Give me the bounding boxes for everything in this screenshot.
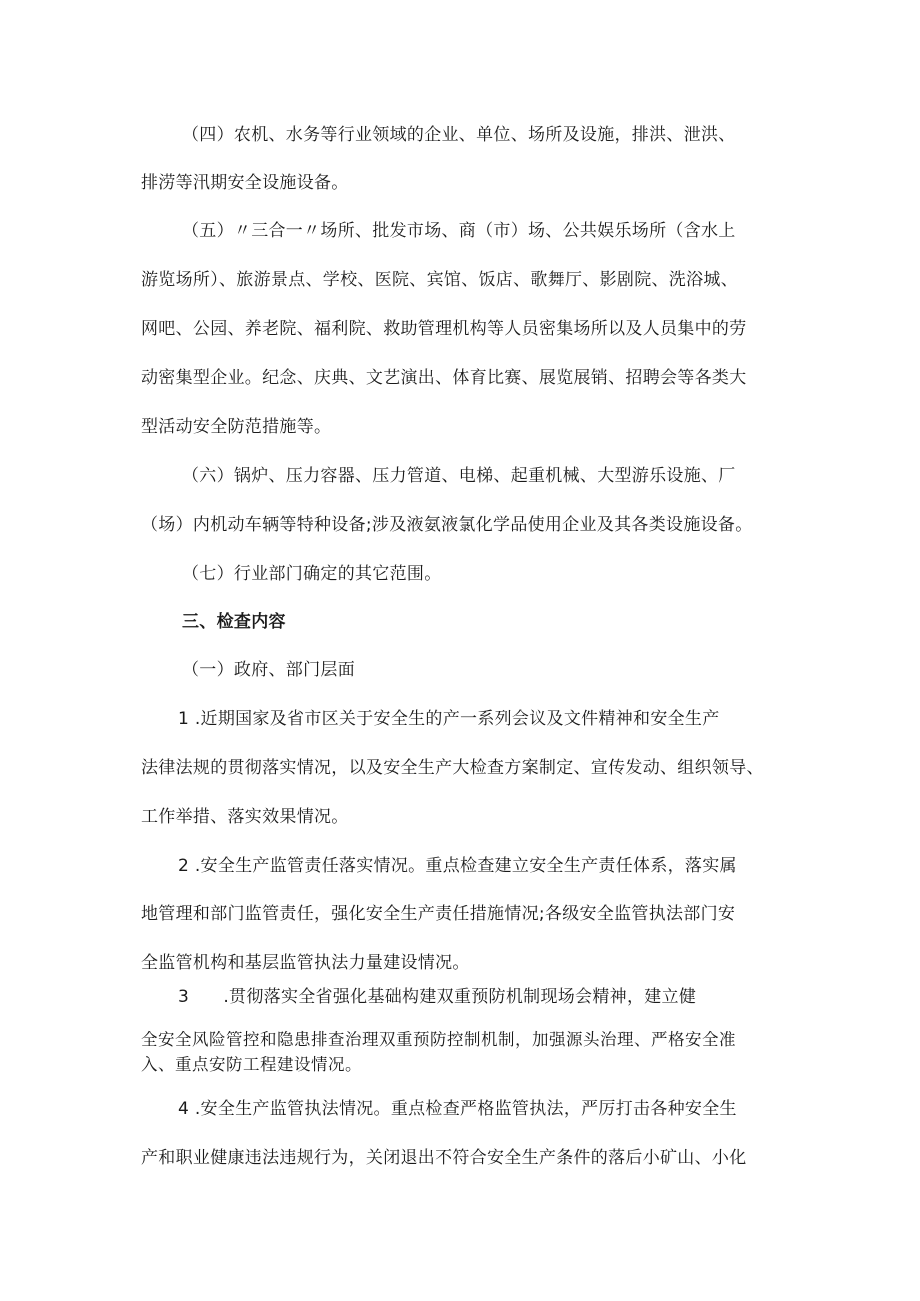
item-1-line-3: 工作举措、落实效果情况。 — [141, 807, 349, 827]
para-7-line-1: （七）行业部门确定的其它范围。 — [182, 564, 442, 584]
item-2-line-3: 全监管机构和基层监管执法力量建设情况。 — [141, 953, 470, 973]
item-3-line-3: 入、重点安防工程建设情况。 — [141, 1055, 362, 1074]
para-5-line-2: 游览场所）、旅游景点、学校、医院、宾馆、饭店、歌舞厅、影剧院、洗浴城、 — [141, 270, 738, 290]
item-2-line-2: 地管理和部门监管责任，强化安全生产责任措施情况;各级安全监管执法部门安 — [141, 904, 736, 924]
para-5-line-4: 动密集型企业。纪念、庆典、文艺演出、体育比赛、展览展销、招聘会等各类大 — [141, 368, 747, 388]
item-1-line-2: 法律法规的贯彻落实情况，以及安全生产大检查方案制定、宣传发动、组织领导、 — [141, 758, 764, 778]
item-2-line-1: 2 .安全生产监管责任落实情况。重点检查建立安全生产责任体系，落实属 — [178, 856, 737, 876]
para-4-line-2: 排涝等汛期安全设施设备。 — [141, 173, 349, 193]
para-5-line-1: （五）〃三合一〃场所、批发市场、商（市）场、公共娱乐场所（含水上 — [182, 221, 736, 241]
item-3-line-2: 全安全风险管控和隐患排查治理双重预防控制机制，加强源头治理、严格安全准 — [141, 1030, 736, 1049]
subsection-heading: （一）政府、部门层面 — [182, 660, 355, 680]
section-heading: 三、检查内容 — [182, 612, 286, 632]
para-5-line-5: 型活动安全防范措施等。 — [141, 417, 332, 437]
para-4-line-1: （四）农机、水务等行业领域的企业、单位、场所及设施，排洪、泄洪、 — [182, 125, 736, 145]
para-6-line-2: （场）内机动车辆等特种设备;涉及液氨液氯化学品使用企业及其各类设施设备。 — [141, 515, 753, 535]
item-3-line-1: 3 .贯彻落实全省强化基础构建双重预防机制现场会精神，建立健 — [178, 987, 697, 1007]
item-4-line-2: 产和职业健康违法违规行为，关闭退出不符合安全生产条件的落后小矿山、小化 — [141, 1148, 747, 1168]
para-6-line-1: （六）锅炉、压力容器、压力管道、电梯、起重机械、大型游乐设施、厂 — [182, 466, 736, 486]
para-5-line-3: 网吧、公园、养老院、福利院、救助管理机构等人员密集场所以及人员集中的劳 — [141, 319, 747, 339]
item-4-line-1: 4 .安全生产监管执法情况。重点检查严格监管执法，严厉打击各种安全生 — [178, 1099, 737, 1119]
item-1-line-1: 1 .近期国家及省市区关于安全生的产一系列会议及文件精神和安全生产 — [178, 709, 720, 729]
